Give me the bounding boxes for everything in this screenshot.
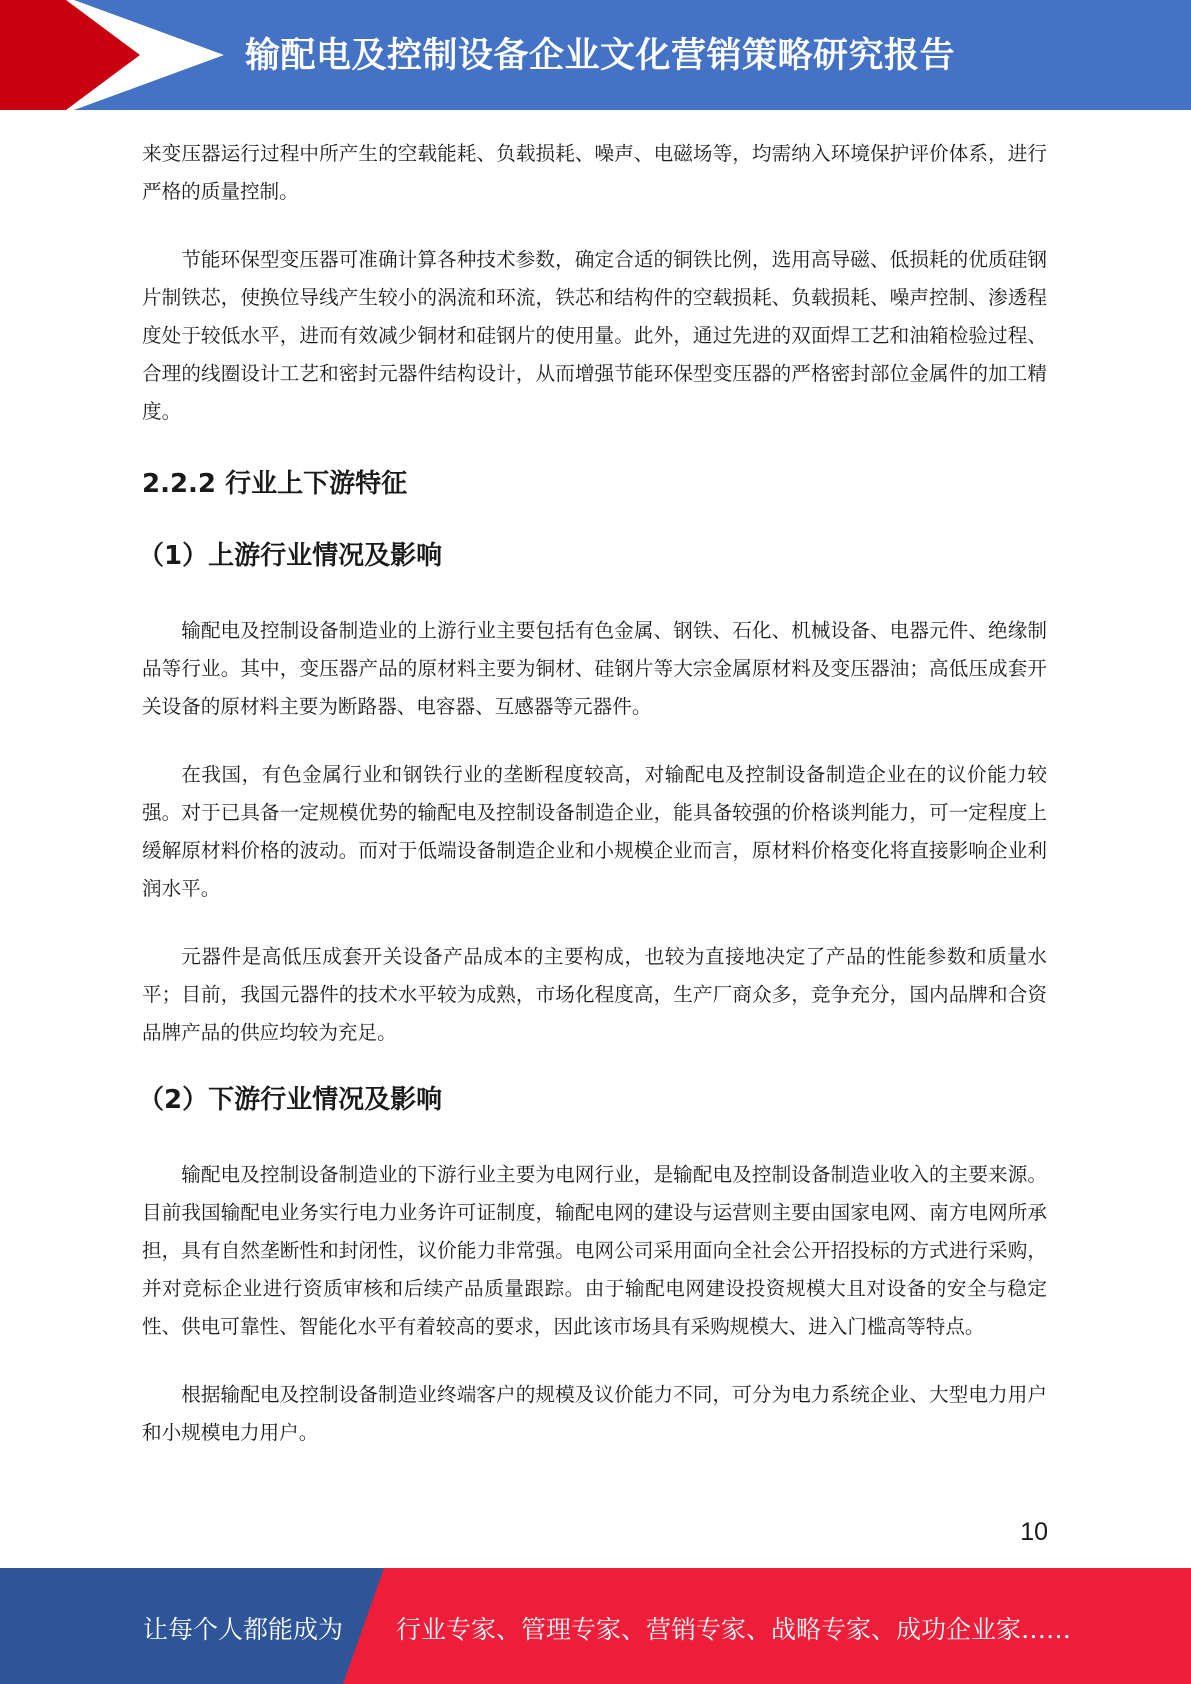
footer-slogan-right: 行业专家、管理专家、营销专家、战略专家、成功企业家…… <box>396 1615 1072 1644</box>
header-title: 输配电及控制设备企业文化营销策略研究报告 <box>245 36 956 76</box>
paragraph: 元器件是高低压成套开关设备产品成本的主要构成，也较为直接地决定了产品的性能参数和质量水平；目前，我国元器件的技术水平较为成熟，市场化程度高，生产厂商众多，竞争充分，国内品牌和合资品牌产品的供应均较为充足。 <box>142 945 1047 1044</box>
paragraph: 节能环保型变压器可准确计算各种技术参数，确定合适的铜铁比例，选用高导磁、低损耗的优质硅钢片制铁芯，使换位导线产生较小的涡流和环流，铁芯和结构件的空载损耗、负载损耗、噪声控制、渗透程度处于较低水平，进而有效减少铜材和硅钢片的使用量。此外，通过先进的双面焊工艺和油箱检验过程、合理的线圈设计工艺和密封元器件结构设计，从而增强节能环保型变压器的严格密封部位金属件的加工精度。 <box>142 248 1047 423</box>
subsection-heading: （2）下游行业情况及影响 <box>138 1085 443 1115</box>
paragraph: 输配电及控制设备制造业的下游行业主要为电网行业，是输配电及控制设备制造业收入的主要来源。目前我国输配电业务实行电力业务许可证制度，输配电网的建设与运营则主要由国家电网、南方电网所承担，具有自然垄断性和封闭性，议价能力非常强。电网公司采用面向全社会公开招投标的方式进行采购，并对竞标企业进行资质审核和后续产品质量跟踪。由于输配电网建设投资规模大且对设备的安全与稳定性、供电可靠性、智能化水平有着较高的要求，因此该市场具有采购规模大、进入门槛高等特点。 <box>142 1163 1047 1338</box>
section-heading: 2.2.2 行业上下游特征 <box>142 469 408 499</box>
subsection-heading: （1）上游行业情况及影响 <box>138 541 443 571</box>
header-chevron <box>0 0 66 110</box>
page-footer <box>0 1568 1191 1684</box>
page-number: 10 <box>1020 1518 1048 1546</box>
paragraph: 输配电及控制设备制造业的上游行业主要包括有色金属、钢铁、石化、机械设备、电器元件、绝缘制品等行业。其中，变压器产品的原材料主要为铜材、硅钢片等大宗金属原材料及变压器油；高低压成套开关设备的原材料主要为断路器、电容器、互感器等元器件。 <box>142 619 1047 718</box>
page-header <box>0 0 1191 110</box>
paragraph: 来变压器运行过程中所产生的空载能耗、负载损耗、噪声、电磁场等，均需纳入环境保护评价体系，进行严格的质量控制。 <box>142 142 1047 203</box>
header-chevron-tip <box>66 0 140 110</box>
paragraph: 根据输配电及控制设备制造业终端客户的规模及议价能力不同，可分为电力系统企业、大型电力用户和小规模电力用户。 <box>142 1383 1047 1444</box>
paragraph: 在我国，有色金属行业和钢铁行业的垄断程度较高，对输配电及控制设备制造企业在的议价能力较强。对于已具备一定规模优势的输配电及控制设备制造企业，能具备较强的价格谈判能力，可一定程度上缓解原材料价格的波动。而对于低端设备制造企业和小规模企业而言，原材料价格变化将直接影响企业利润水平。 <box>142 763 1047 900</box>
footer-slogan-left: 让每个人都能成为 <box>143 1615 344 1644</box>
document-body <box>138 135 1047 1452</box>
